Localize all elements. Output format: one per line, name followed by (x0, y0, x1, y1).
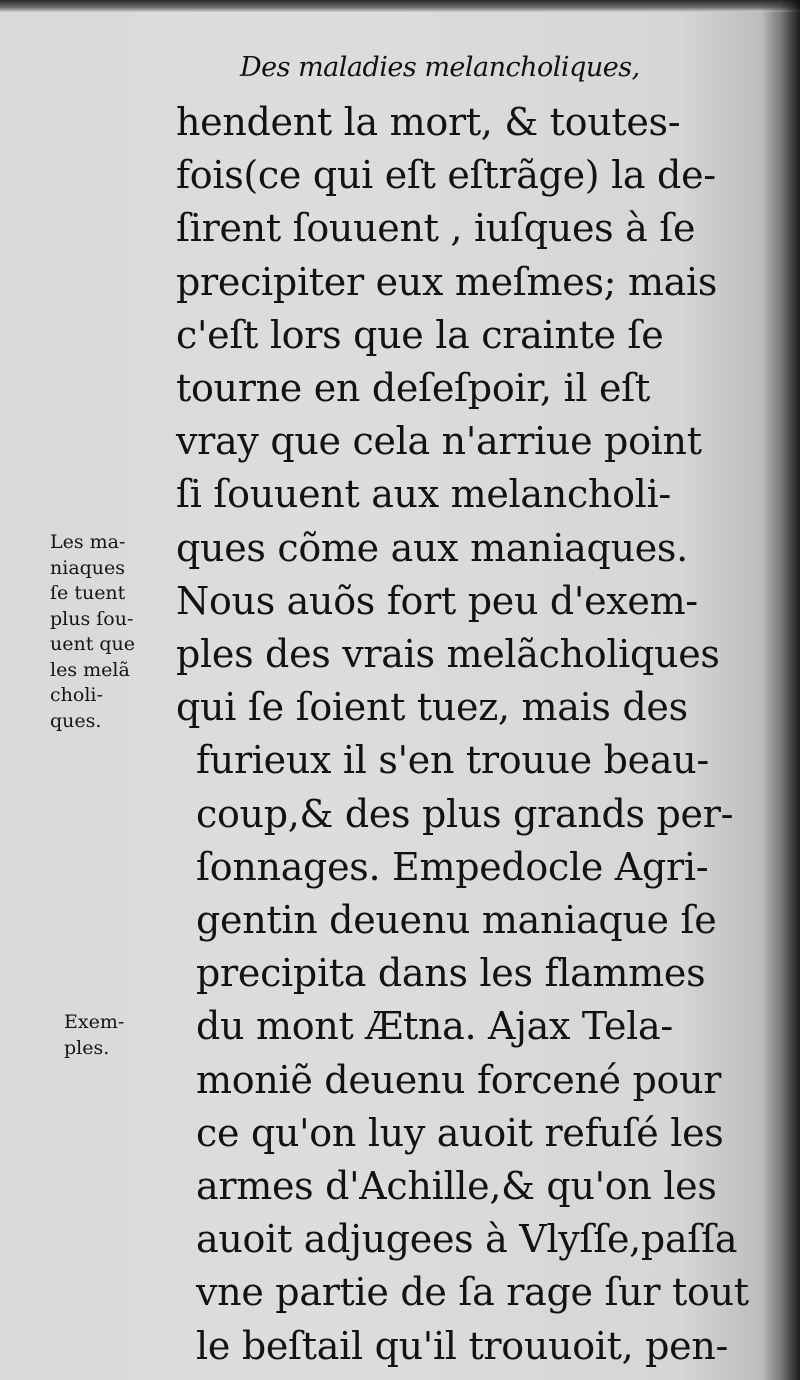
text-line: vray que cela n'arriue point (176, 419, 702, 464)
text-line: Nous auõs fort peu d'exem- (176, 578, 698, 623)
main-text (176, 96, 756, 1373)
text-line: gentin deuenu maniaque ſe (196, 898, 717, 943)
text-line: tourne en deſeſpoir, il eſt (176, 366, 650, 411)
text-line: moniẽ deuenu forcené pour (196, 1057, 722, 1102)
text-line: ſi ſouuent aux melancholi- (176, 472, 671, 517)
page-gutter-shadow (762, 0, 800, 1380)
text-line: auoit adjugees à Vlyſſe,paſſa (196, 1217, 738, 1262)
text-line: c'eſt lors que la crainte ſe (176, 312, 664, 357)
margin-note-line: ques. (50, 709, 102, 732)
running-head: Des maladies melancholiques, (240, 52, 640, 83)
text-line: ſirent ſouuent , iuſques à ſe (176, 206, 696, 251)
text-line: du mont Ætna. Ajax Tela- (196, 1004, 673, 1049)
text-line: hendent la mort, & toutes- (176, 100, 681, 144)
page-top-edge (0, 0, 800, 12)
margin-note-line: uent que (50, 633, 136, 655)
margin-note-line: Les ma- (50, 531, 126, 553)
text-line: furieux il s'en trouue beau- (196, 738, 709, 783)
margin-note-line: ples. (64, 1036, 110, 1059)
text-line: le beſtail qu'il trouuoit, pen- (196, 1323, 729, 1368)
margin-note-line: choli- (50, 684, 103, 706)
text-line: precipiter eux meſmes; mais (176, 259, 718, 304)
text-line: qui ſe ſoient tuez, mais des (176, 685, 688, 730)
margin-note-line: les melã (50, 658, 130, 681)
text-line: precipita dans les flammes (196, 951, 706, 996)
margin-note-maniaques (50, 530, 175, 734)
margin-note-exemples (64, 1010, 189, 1061)
margin-note-line: plus ſou- (50, 607, 134, 630)
text-line: armes d'Achille,& qu'on les (196, 1164, 717, 1209)
text-line: ce qu'on luy auoit refuſé les (196, 1110, 724, 1155)
text-line: fois(ce qui eſt eſtrãge) la de- (176, 153, 716, 198)
text-line: coup,& des plus grands per- (196, 791, 734, 836)
margin-note-line: Exem- (64, 1011, 125, 1033)
text-line: ques cõme aux maniaques. (176, 525, 688, 570)
margin-note-line: ſe tuent (50, 582, 126, 604)
margin-note-line: niaques (50, 556, 126, 579)
text-line: vne partie de ſa rage ſur tout (196, 1270, 749, 1315)
text-line: ſonnages. Empedocle Agri- (196, 844, 709, 889)
text-line: ples des vrais melãcholiques (176, 632, 720, 677)
